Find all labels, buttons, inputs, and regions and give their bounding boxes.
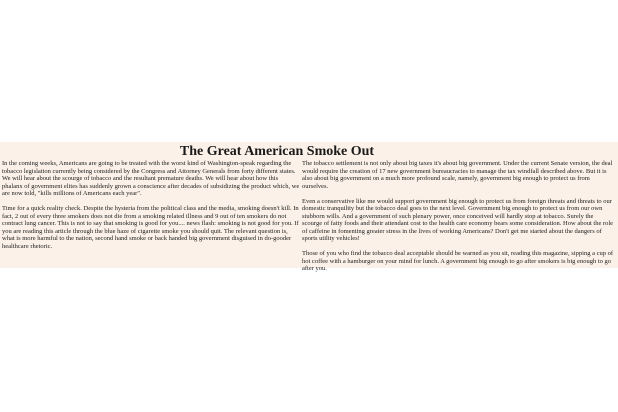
paragraph: Time for a quick reality check. Despite the hysteria from the political class and the media, smoking doesn't kill. In fact, 2 out of every three smokers does not die from a smoking related illness and 9 out of ten smokers do not contract lung cancer. This is not to say that smoking is good for you.... news flash: smoking is not good for you. If you are reading this article through the blue haze of cigarette smoke you should quit. The relevant question is, what is more harmful to the nation, second hand smoke or back handed big government disguised in do-gooder healthcare rhetoric.: [2, 205, 299, 250]
paragraph: The tobacco settlement is not only about big taxes it's about big government. Under the current Senate version, the deal would require the creation of 17 new government bureaucracies to manage the tax windfall described above. But it is also about big government on a much more profound scale, namely, government big enough to protect us from ourselves.: [302, 160, 613, 190]
article-title: The Great American Smoke Out: [179, 144, 375, 159]
article: [0, 142, 618, 272]
paragraph: In the coming weeks, Americans are going to be treated with the worst kind of Washington-speak regarding the tobacco legislation currently being considered by the Congress and Attorney Generals from forty different states. We will hear about the scourge of tobacco and the resultant premature deaths. We will hear about how this phalanx of government elites has suddenly grown a conscience after decades of subsidizing the product which, we are now told, "kills millions of Americans each year".: [2, 160, 300, 197]
right-column: [302, 160, 614, 280]
paragraph: Those of you who find the tobacco deal acceptable should be warned as you sit, reading this magazine, sipping a cup of hot coffee with a hamburger on your mind for lunch. A government big enough to go after smokers is big enough to go after you.: [302, 250, 614, 272]
paragraph: Even a conservative like me would support government big enough to protect us from foreign threats and threats to our domestic tranquility but the tobacco deal goes to the next level. Government big enough to protect us from our own stubborn wills. And a government of such plenary power, once conceived will hardly stop at tobacco. Surely the scourge of fatty foods and their attendant cost to the health care economy bears some consideration. How about the role of caffeine in fomenting greater stress in the lives of working Americans? Don't get me started about the dangers of sports utility vehicles!: [302, 197, 614, 242]
left-column: [2, 160, 300, 258]
